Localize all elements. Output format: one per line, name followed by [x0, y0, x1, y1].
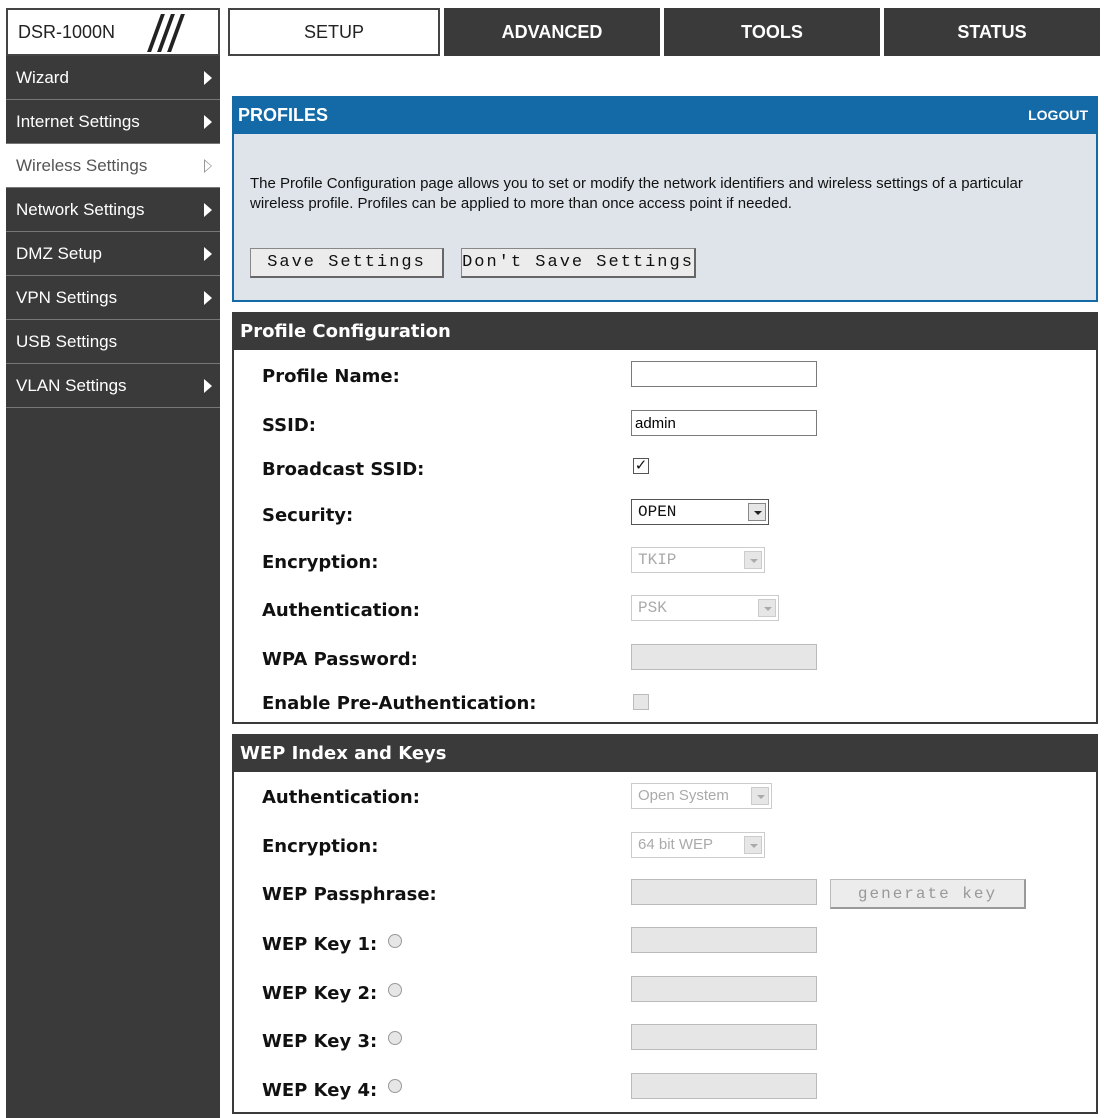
broadcast-ssid-checkbox[interactable] [633, 458, 649, 474]
wep-authentication-select[interactable] [631, 783, 772, 809]
ssid-label: SSID: [262, 415, 316, 436]
sidebar-item-wireless-settings[interactable] [6, 144, 220, 188]
sidebar-item-vlan-settings[interactable] [6, 364, 220, 408]
tab-advanced[interactable]: ADVANCED [444, 8, 660, 56]
wep-encryption-label: Encryption: [262, 836, 379, 857]
caret-right-icon [204, 71, 212, 85]
wep-key-2-radio[interactable] [388, 983, 402, 997]
caret-right-icon [204, 203, 212, 217]
authentication-value: PSK [638, 599, 667, 617]
security-value: OPEN [638, 503, 677, 521]
brand-logo [6, 8, 220, 56]
wep-encryption-value: 64 bit WEP [638, 836, 714, 853]
caret-right-icon [204, 379, 212, 393]
tab-setup[interactable]: SETUP [228, 8, 440, 56]
dropdown-arrow-icon [751, 787, 769, 805]
save-settings-button[interactable]: Save Settings [250, 248, 444, 278]
wep-key-3-label: WEP Key 3: [262, 1031, 378, 1052]
wep-key-1-input[interactable] [631, 927, 817, 953]
authentication-label: Authentication: [262, 600, 420, 621]
checkmark-icon: ✓ [634, 456, 648, 474]
wep-passphrase-input[interactable] [631, 879, 817, 905]
caret-right-icon [204, 291, 212, 305]
tab-tools[interactable]: TOOLS [664, 8, 880, 56]
wep-authentication-value: Open System [638, 787, 729, 804]
wep-key-4-radio[interactable] [388, 1079, 402, 1093]
profiles-description: The Profile Configuration page allows you to set or modify the network identifiers and wireless settings of a particular wireless profile. Profiles can be applied to more than once access point if needed. [250, 175, 1023, 212]
wep-key-3-radio[interactable] [388, 1031, 402, 1045]
wpa-password-label: WPA Password: [262, 649, 418, 670]
logout-link[interactable]: LOGOUT [1028, 107, 1088, 123]
sidebar-item-label: VLAN Settings [16, 375, 127, 395]
wep-authentication-label: Authentication: [262, 787, 420, 808]
wep-key-2-input[interactable] [631, 976, 817, 1002]
sidebar-item-label: USB Settings [16, 331, 118, 351]
caret-right-outline-icon [204, 159, 212, 173]
dropdown-arrow-icon [758, 599, 776, 617]
dropdown-arrow-icon [748, 503, 766, 521]
caret-right-icon [204, 247, 212, 261]
page-title: PROFILES [238, 105, 329, 125]
profile-name-input[interactable] [631, 361, 817, 387]
wep-key-1-radio[interactable] [388, 934, 402, 948]
wpa-password-input[interactable] [631, 644, 817, 670]
wep-key-3-input[interactable] [631, 1024, 817, 1050]
brand-model: DSR-1000N [18, 22, 116, 42]
sidebar-item-label: Network Settings [16, 199, 145, 219]
wep-key-1-label: WEP Key 1: [262, 934, 378, 955]
broadcast-ssid-label: Broadcast SSID: [262, 459, 425, 480]
sidebar-item-label: VPN Settings [16, 287, 118, 307]
dropdown-arrow-icon [744, 836, 762, 854]
encryption-select[interactable] [631, 547, 765, 573]
pre-authentication-checkbox[interactable] [633, 694, 649, 710]
sidebar-item-label: Internet Settings [16, 111, 140, 131]
pre-authentication-label: Enable Pre-Authentication: [262, 693, 537, 714]
sidebar-item-label: DMZ Setup [16, 243, 102, 263]
wep-index-keys-header: WEP Index and Keys [232, 734, 1098, 772]
sidebar-item-internet-settings[interactable] [6, 100, 220, 144]
dont-save-settings-button[interactable]: Don't Save Settings [461, 248, 696, 278]
sidebar-item-label: Wizard [16, 67, 69, 87]
wep-key-4-input[interactable] [631, 1073, 817, 1099]
authentication-select[interactable] [631, 595, 779, 621]
tab-status[interactable]: STATUS [884, 8, 1100, 56]
caret-right-icon [204, 115, 212, 129]
sidebar-item-vpn-settings[interactable] [6, 276, 220, 320]
encryption-label: Encryption: [262, 552, 379, 573]
security-select[interactable] [631, 499, 769, 525]
wep-encryption-select[interactable] [631, 832, 765, 858]
sidebar-item-dmz-setup[interactable] [6, 232, 220, 276]
sidebar-item-wizard[interactable] [6, 56, 220, 100]
wep-key-2-label: WEP Key 2: [262, 983, 378, 1004]
dropdown-arrow-icon [744, 551, 762, 569]
sidebar-item-usb-settings[interactable] [6, 320, 220, 364]
profile-name-label: Profile Name: [262, 366, 400, 387]
security-label: Security: [262, 505, 354, 526]
wep-key-4-label: WEP Key 4: [262, 1080, 378, 1101]
ssid-input[interactable] [631, 410, 817, 436]
generate-key-button[interactable]: generate key [830, 879, 1026, 909]
sidebar [6, 56, 220, 1118]
wep-passphrase-label: WEP Passphrase: [262, 884, 437, 905]
sidebar-item-network-settings[interactable] [6, 188, 220, 232]
profiles-header [232, 96, 1098, 134]
sidebar-item-label: Wireless Settings [16, 155, 148, 175]
profile-configuration-header: Profile Configuration [232, 312, 1098, 350]
encryption-value: TKIP [638, 551, 677, 569]
